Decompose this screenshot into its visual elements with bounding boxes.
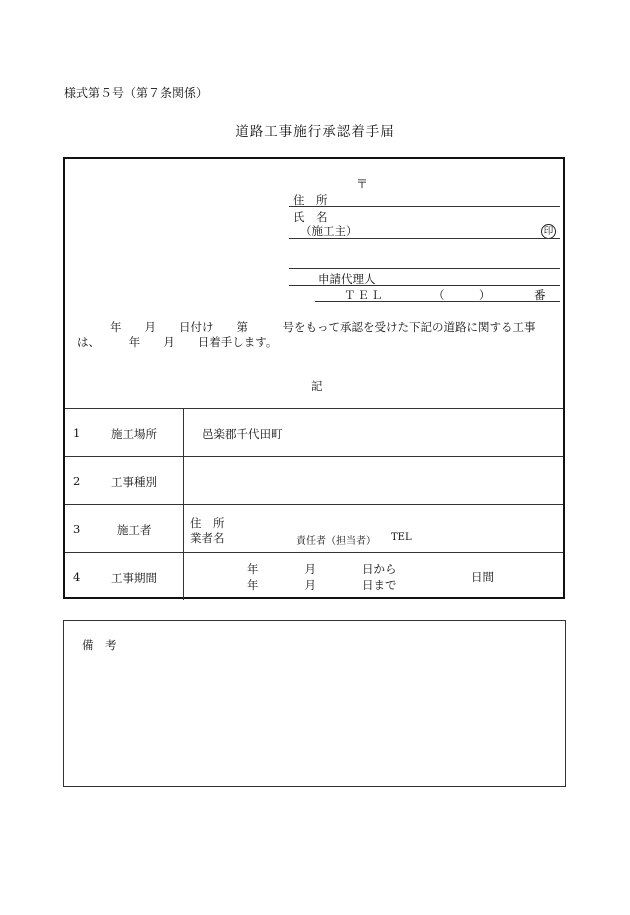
postal-mark: 〒 — [356, 177, 369, 191]
row-header-cell — [65, 409, 184, 457]
row-header-cell — [65, 505, 184, 553]
row-number: 1 — [73, 426, 81, 440]
notes-box — [63, 620, 566, 787]
document-title: 道路工事施行承認着手届 — [235, 124, 395, 140]
person-in-charge-label: 責任者（担当者） — [296, 536, 376, 547]
main-form-box — [63, 157, 565, 599]
contractor-address-label: 住 所 — [190, 516, 225, 530]
row-number: 3 — [73, 522, 81, 536]
seal-mark — [541, 223, 556, 239]
period-start-label: 年 月 日から — [247, 562, 397, 576]
tel-paren: （ ） — [433, 288, 491, 302]
location-value: 邑楽郡千代田町 — [202, 427, 283, 441]
row-value-cell — [184, 409, 564, 457]
row-header-cell — [65, 457, 184, 505]
ki-mark: 記 — [311, 379, 323, 393]
agent-line — [289, 285, 560, 286]
contractor-label: （施工主） — [300, 224, 358, 238]
table-row — [65, 409, 563, 457]
row-label: 施工者 — [117, 523, 152, 537]
tel-number-label: 番 — [534, 288, 546, 302]
row-label: 工事期間 — [111, 571, 157, 585]
table-row — [65, 457, 563, 505]
company-name-label: 業者名 — [190, 531, 225, 545]
notes-label: 備 考 — [82, 638, 117, 652]
contractor-tel-label: TEL — [391, 532, 412, 543]
form-number: 様式第５号（第７条関係） — [64, 86, 209, 100]
tel-line — [315, 301, 560, 302]
blank-line — [289, 268, 560, 269]
address-line — [289, 206, 560, 207]
agent-label: 申請代理人 — [318, 272, 376, 286]
row-number: 2 — [73, 474, 81, 488]
row-value-cell — [184, 457, 564, 505]
details-table — [65, 408, 563, 600]
row-label: 施工場所 — [111, 427, 157, 441]
row-label: 工事種別 — [111, 475, 157, 489]
name-label: 氏 名 — [293, 210, 328, 224]
period-days-label: 日間 — [471, 570, 494, 584]
seal-icon: 印 — [541, 224, 556, 239]
row-value-cell — [184, 553, 564, 601]
row-number: 4 — [73, 570, 81, 584]
body-text-line2: は、 年 月 日着手します。 — [77, 335, 278, 349]
row-header-cell — [65, 553, 184, 601]
period-end-label: 年 月 日まで — [247, 578, 397, 592]
body-text-line1: 年 月 日付け 第 号をもって承認を受けた下記の道路に関する工事 — [110, 320, 536, 334]
row-value-cell — [184, 505, 564, 553]
table-row — [65, 553, 563, 601]
table-row — [65, 505, 563, 553]
tel-label: ＴＥＬ — [344, 288, 385, 302]
name-line — [289, 238, 560, 239]
address-label: 住 所 — [293, 193, 328, 207]
